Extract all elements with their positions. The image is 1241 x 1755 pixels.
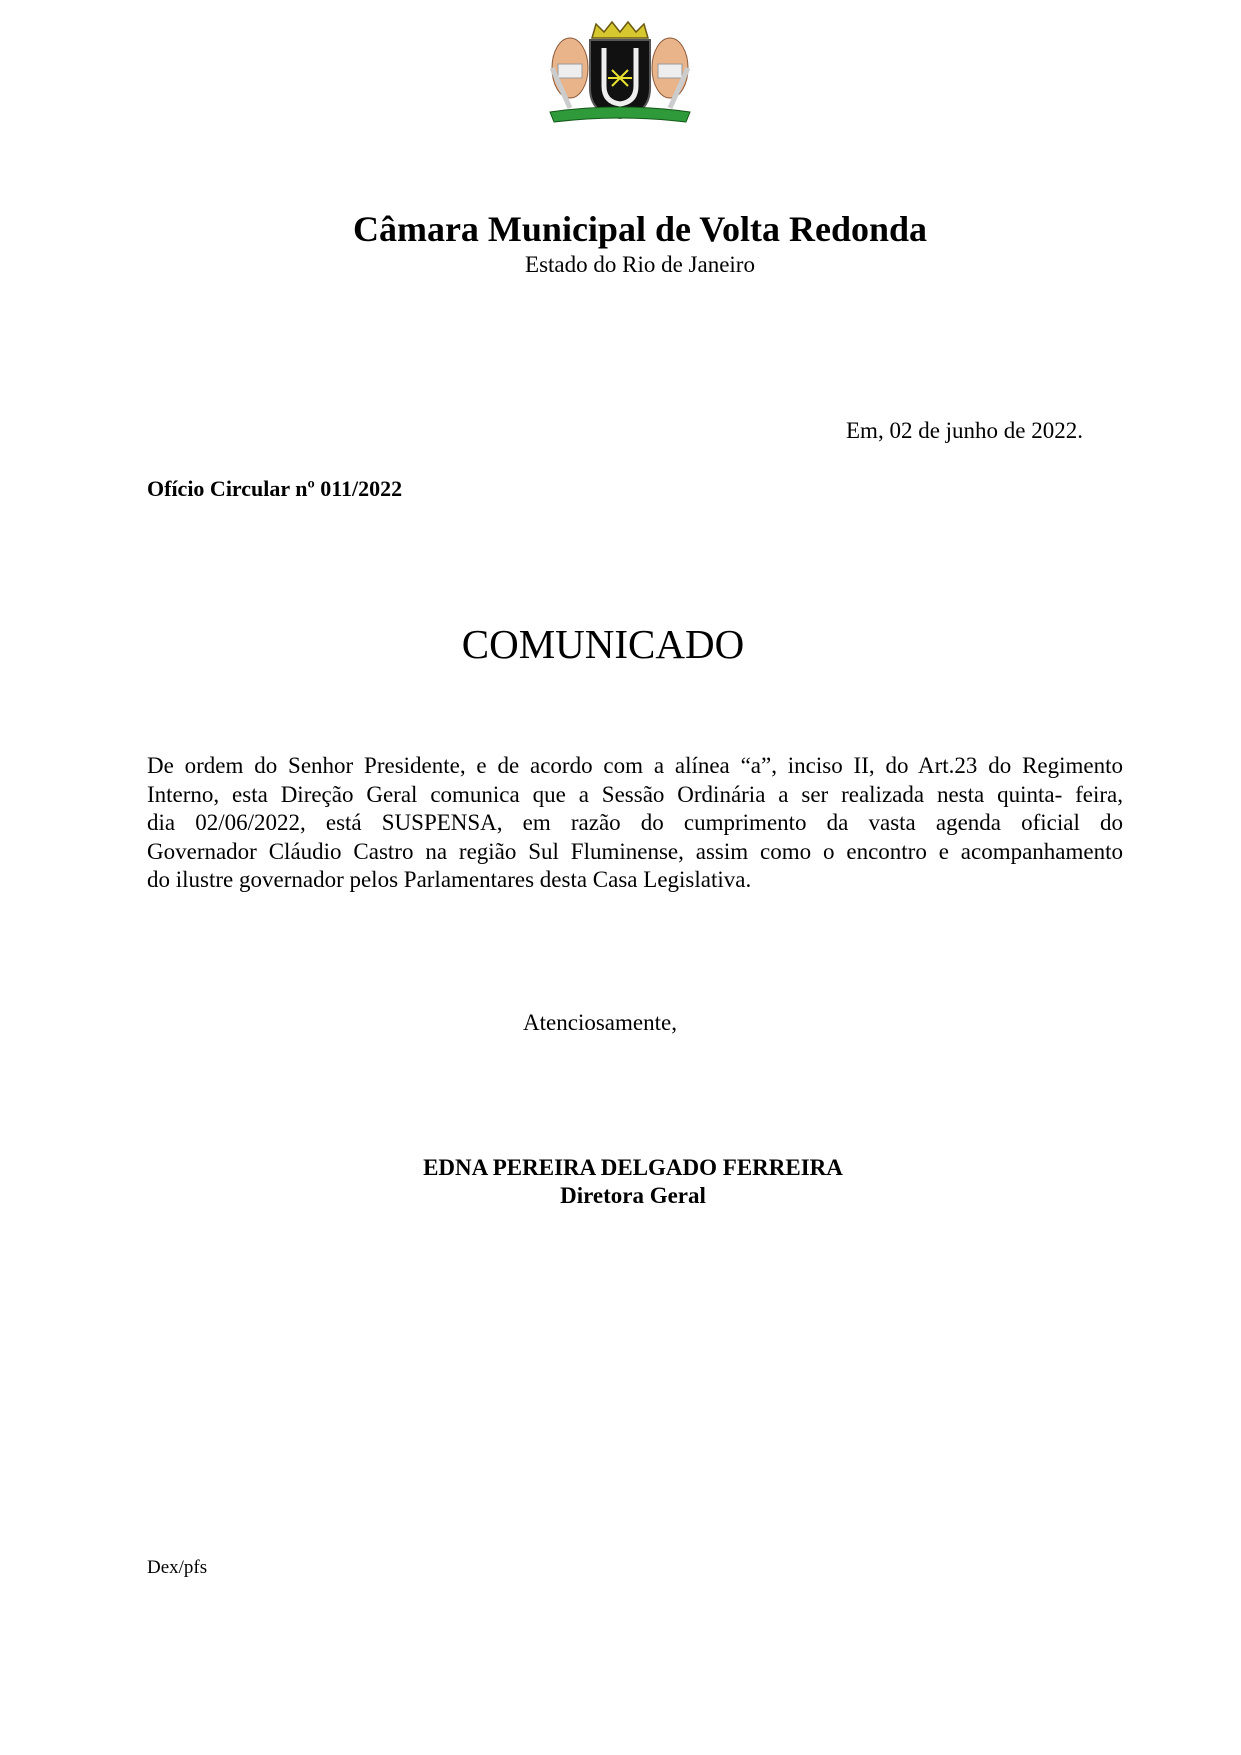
body-line: Governador Cláudio Castro na região Sul Fluminense, assim como o encontro e acompanhamento [147,838,1123,864]
footer-initials: Dex/pfs [147,1557,208,1578]
body-line: dia 02/06/2022, está SUSPENSA, em razão do cumprimento da vasta agenda oficial do [147,810,1123,836]
closing: Atenciosamente, [523,1010,677,1035]
document-reference: Ofício Circular nº 011/2022 [147,476,403,501]
signer-role: Diretora Geral [560,1183,706,1208]
document-heading: COMUNICADO [461,621,745,667]
document-date: Em, 02 de junho de 2022. [846,418,1083,443]
signer-name: EDNA PEREIRA DELGADO FERREIRA [423,1155,843,1180]
institution-title: Câmara Municipal de Volta Redonda [352,209,928,249]
body-line: do ilustre governador pelos Parlamentares desta Casa Legislativa. [147,867,752,893]
body-line: Interno, esta Direção Geral comunica que a Sessão Ordinária a ser realizada nesta quinta- feira, [147,781,1123,807]
coat-of-arms-logo [540,18,700,126]
institution-subtitle: Estado do Rio de Janeiro [525,252,755,277]
body-paragraph [147,752,1123,895]
body-line: De ordem do Senhor Presidente, e de acordo com a alínea “a”, inciso II, do Art.23 do Regimento [147,753,1123,778]
